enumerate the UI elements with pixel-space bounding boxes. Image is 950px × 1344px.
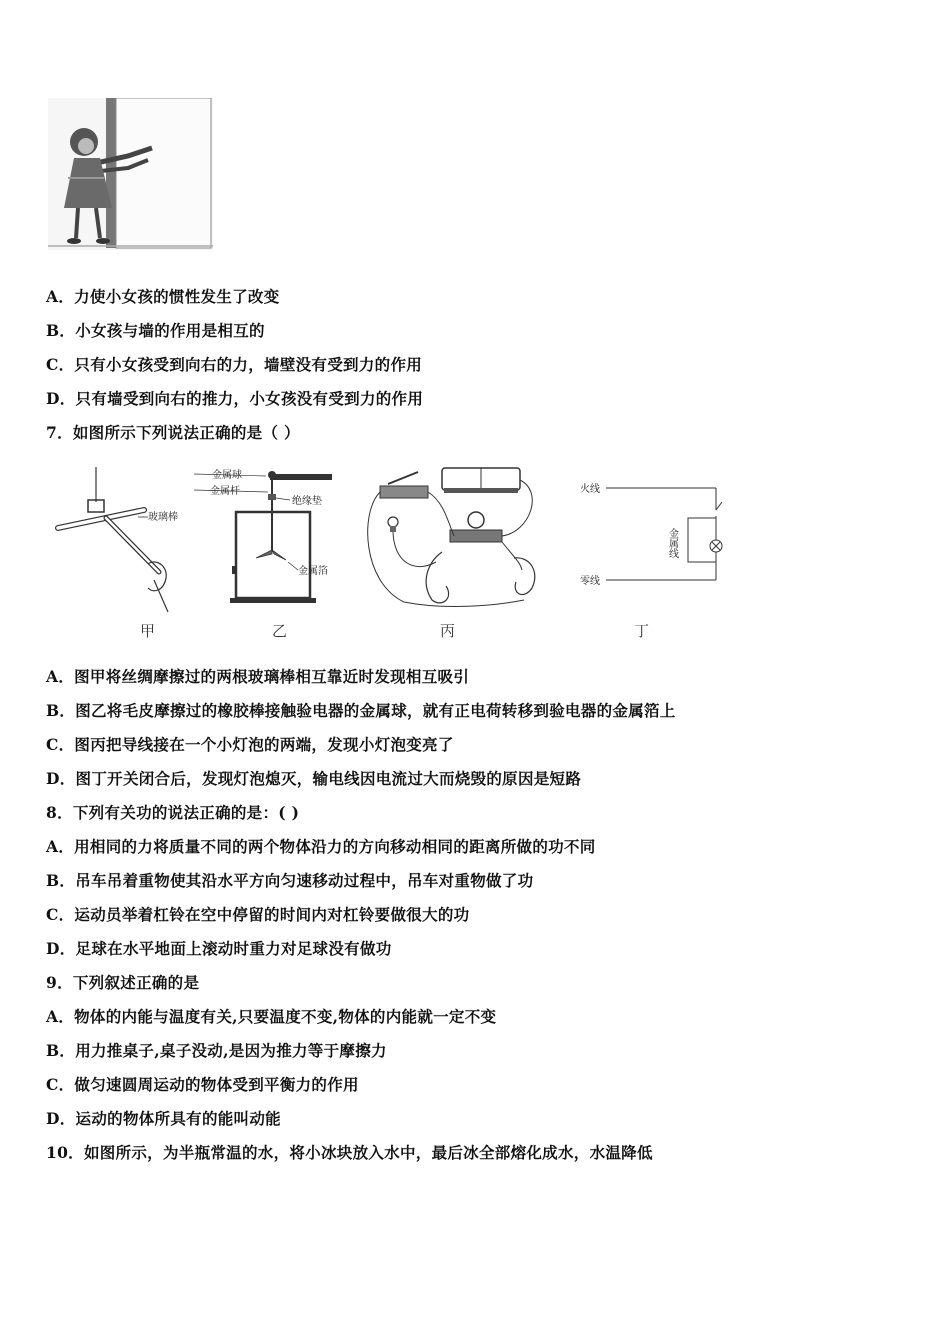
figure-bing bbox=[368, 468, 535, 606]
label-metal-rod: 金属杆 bbox=[210, 486, 240, 497]
q6-option-a: A．力使小女孩的惯性发生了改变 bbox=[46, 287, 280, 306]
label-metal-wire: 金属线 bbox=[666, 528, 678, 558]
label-glass-rod: 玻璃棒 bbox=[148, 512, 178, 523]
q8-option-d: D．足球在水平地面上滚动时重力对足球没有做功 bbox=[46, 939, 392, 958]
q10-stem: 10．如图所示，为半瓶常温的水，将小冰块放入水中，最后冰全部熔化成水，水温降低 bbox=[46, 1143, 653, 1162]
label-neutral-wire: 零线 bbox=[580, 576, 600, 587]
q8-option-c: C．运动员举着杠铃在空中停留的时间内对杠铃要做很大的功 bbox=[46, 905, 470, 924]
q6-option-d: D．只有墙受到向右的推力，小女孩没有受到力的作用 bbox=[46, 389, 424, 408]
q9-stem: 9．下列叙述正确的是 bbox=[46, 973, 200, 992]
label-metal-foil: 金属箔 bbox=[298, 566, 328, 577]
caption-ding: 丁 bbox=[634, 622, 650, 640]
q6-option-c: C．只有小女孩受到向右的力，墙壁没有受到力的作用 bbox=[46, 355, 423, 374]
label-metal-ball: 金属球 bbox=[212, 470, 242, 481]
q8-option-a: A．用相同的力将质量不同的两个物体沿力的方向移动相同的距离所做的功不同 bbox=[46, 837, 596, 856]
q7-stem: 7．如图所示下列说法正确的是（ ） bbox=[46, 423, 300, 442]
q9-option-b: B．用力推桌子,桌子没动,是因为推力等于摩擦力 bbox=[46, 1041, 387, 1060]
label-live-wire: 火线 bbox=[580, 484, 600, 495]
caption-bing: 丙 bbox=[440, 622, 456, 640]
q7-option-d: D．图丁开关闭合后，发现灯泡熄灭，输电线因电流过大而烧毁的原因是短路 bbox=[46, 769, 582, 788]
caption-jia: 甲 bbox=[140, 622, 156, 640]
figure-ding bbox=[580, 482, 722, 587]
q9-option-a: A．物体的内能与温度有关,只要温度不变,物体的内能就一定不变 bbox=[46, 1007, 497, 1026]
caption-yi: 乙 bbox=[272, 622, 288, 640]
q7-option-c: C．图丙把导线接在一个小灯泡的两端，发现小灯泡变亮了 bbox=[46, 735, 454, 754]
q9-option-c: C．做匀速圆周运动的物体受到平衡力的作用 bbox=[46, 1075, 359, 1094]
q8-option-b: B．吊车吊着重物使其沿水平方向匀速移动过程中，吊车对重物做了功 bbox=[46, 871, 534, 890]
figure-yi bbox=[194, 468, 332, 603]
label-insulator: 绝缘垫 bbox=[292, 496, 322, 507]
girl-pushing-wall-figure bbox=[48, 98, 213, 250]
q6-option-b: B．小女孩与墙的作用是相互的 bbox=[46, 321, 265, 340]
q7-option-b: B．图乙将毛皮摩擦过的橡胶棒接触验电器的金属球，就有正电荷转移到验电器的金属箔上 bbox=[46, 701, 676, 720]
q7-option-a: A．图甲将丝绸摩擦过的两根玻璃棒相互靠近时发现相互吸引 bbox=[46, 667, 470, 686]
figure-jia bbox=[58, 467, 178, 612]
q8-stem: 8．下列有关功的说法正确的是：( ) bbox=[46, 803, 300, 822]
q9-option-d: D．运动的物体所具有的能叫动能 bbox=[46, 1109, 281, 1128]
